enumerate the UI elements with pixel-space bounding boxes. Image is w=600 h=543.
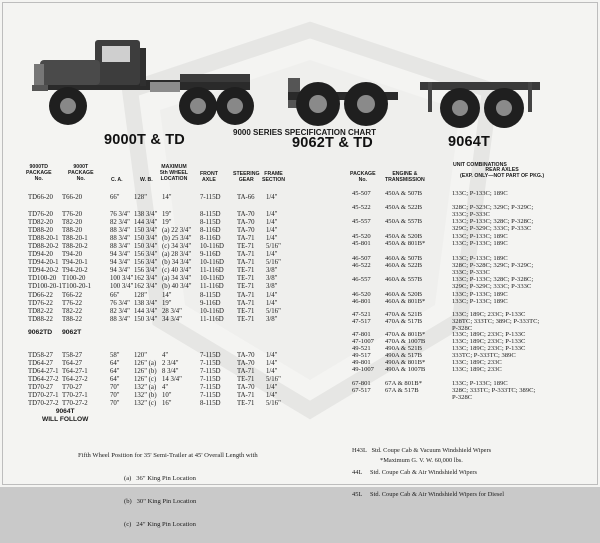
right-cell-engine-transmission: 460A & 557B [385,276,423,283]
left-cell-package-td: TD76-20 [28,211,53,218]
left-cell-package-t: T88-20-1 [62,235,88,242]
will-follow-note: 9064T WILL FOLLOW [42,408,89,423]
left-cell-steering-gear: TA-71 [237,368,255,375]
left-cell-ca: 100 3/4" [110,283,134,290]
left-cell-frame-section: 3/8" [266,316,278,323]
left-cell-front-axle: 8-116D [200,235,221,242]
left-cell-package-t: T70-27-1 [62,392,88,399]
left-cell-package-td: TD88-20 [28,227,53,234]
cab-note: 45L Std. Coupe Cab & Air Windshield Wipers for Diesel [352,491,505,499]
cab-notes [352,432,504,513]
right-cell-rear-axles: 328C; P-328C; 329C; P-329C; [452,262,534,269]
left-cell-package-td: TD64-27-1 [28,368,59,375]
left-cell-fifth-wheel: (b) 25 3/4" [162,235,192,242]
left-cell-steering-gear: TE-71 [237,275,255,282]
right-cell-package: 46-507 [352,255,371,262]
left-cell-package-t: T70-27-2 [62,400,88,407]
left-cell-steering-gear: TA-66 [237,194,255,201]
left-cell-package-t: 9062T [62,329,82,336]
right-cell-rear-axles: 133C; P-133C; 189C [452,255,508,262]
left-cell-fifth-wheel: 34 3/4" [162,316,182,323]
left-cell-front-axle: 7-115D [200,376,221,383]
left-cell-wb: 126" (c) [134,376,157,383]
right-cell-engine-transmission: 460A & 507B [385,255,423,262]
left-cell-package-td: TD88-20-1 [28,235,59,242]
left-cell-front-axle: 8-115D [200,400,221,407]
left-cell-fifth-wheel: 4" [162,384,169,391]
left-cell-frame-section: 1/4" [266,194,278,201]
left-cell-package-t: T82-20 [62,219,83,226]
left-cell-package-t: T66-20 [62,194,83,201]
left-cell-front-axle: 8-115D [200,219,221,226]
left-cell-wb: 150 3/4" [134,243,158,250]
header-front-axle: FRONT AXLE [200,171,218,184]
left-cell-wb: 128" [134,194,147,201]
left-cell-fifth-wheel: (b) 34 3/4" [162,259,192,266]
left-cell-ca: 88 3/4" [110,227,130,234]
left-cell-package-t: T100-20 [62,275,86,282]
right-cell-rear-axles: 133C; 189C; 233C; P-133C [452,331,526,338]
left-cell-package-td: TD58-27 [28,352,53,359]
left-cell-frame-section: 1/4" [266,368,278,375]
left-cell-ca: 70" [110,392,120,399]
right-cell-rear-axles: 133C; P-133C; 189C [452,233,508,240]
left-cell-wb: 128" [134,292,147,299]
left-cell-frame-section: 3/8" [266,283,278,290]
left-cell-frame-section: 1/4" [266,384,278,391]
left-cell-package-td: TD64-27-2 [28,376,59,383]
fifth-wheel-title: Fifth Wheel Position for 35' Semi-Trailer at 45' Overall Length with [78,452,258,460]
left-cell-package-t: T100-20-1 [62,283,92,290]
right-cell-package: 49-521 [352,345,371,352]
left-cell-frame-section: 1/4" [266,292,278,299]
right-cell-engine-transmission: 460A & 801B* [385,298,426,305]
left-cell-front-axle: 8-116D [200,227,221,234]
left-cell-steering-gear: TA-70 [237,219,255,226]
left-cell-ca: 94 3/4" [110,267,130,274]
left-cell-package-td: TD66-20 [28,194,53,201]
max-gvw-note: *Maximum G. V. W. 60,000 lbs. [380,457,463,464]
left-cell-frame-section: 3/8" [266,275,278,282]
left-cell-fifth-wheel: 4" [162,352,169,359]
right-cell-rear-axles: 133C; P-133C; 189C [452,190,508,197]
right-cell-engine-transmission: 470A & 801B* [385,331,426,338]
left-cell-steering-gear: TA-71 [237,235,255,242]
left-cell-wb: 144 3/4" [134,219,158,226]
left-cell-wb: 150 3/4" [134,316,158,323]
left-cell-package-td: TD88-22 [28,316,53,323]
left-cell-ca: 82 3/4" [110,308,130,315]
chassis-9062t-image [288,68,398,132]
right-cell-rear-axles: 333TC; P-333TC; 389C [452,352,516,359]
right-cell-package: 45-507 [352,190,371,197]
left-cell-wb: 144 3/4" [134,308,158,315]
left-cell-front-axle: 7-115D [200,392,221,399]
left-cell-fifth-wheel: 28 3/4" [162,308,182,315]
left-cell-front-axle: 10-116D [200,275,224,282]
left-cell-ca: 100 3/4" [110,275,134,282]
right-cell-package: 49-517 [352,352,371,359]
right-cell-engine-transmission: 470A & 1007B [385,338,426,345]
header-engine-transmission: ENGINE & TRANSMISSION [385,171,425,184]
left-cell-package-td: TD100-20 [28,275,57,282]
left-cell-front-axle: 11-116D [200,283,224,290]
left-cell-frame-section: 5/16" [266,376,281,383]
right-cell-rear-axles: 328C; 333TC; P-333TC; 389C; [452,387,536,394]
left-cell-steering-gear: TA-71 [237,292,255,299]
left-cell-wb: 156 3/4" [134,267,158,274]
caption-9062t: 9062T & TD [292,135,373,151]
left-cell-package-td: TD70-27-1 [28,392,59,399]
left-cell-package-t: T82-22 [62,308,83,315]
left-cell-frame-section: 5/16" [266,259,281,266]
header-fifth-wheel: MAXIMUM 5th WHEEL LOCATION [160,164,188,183]
left-cell-wb: 138 3/4" [134,211,158,218]
left-cell-package-t: T58-27 [62,352,83,359]
left-cell-frame-section: 1/4" [266,352,278,359]
right-cell-rear-axles: 328TC; 333TC; 389C; P-333TC; [452,318,540,325]
left-cell-package-td: TD82-20 [28,219,53,226]
header-rear-axles: REAR AXLES (EXP. ONLY—NOT PART OF PKG.) [460,167,545,180]
right-cell-rear-axles: 133C; 189C; 233C [452,359,502,366]
right-cell-rear-axles: 133C; P-133C; 189C [452,291,508,298]
left-cell-package-t: T88-20-2 [62,243,88,250]
right-cell-package: 46-557 [352,276,371,283]
right-cell-rear-axles: P-328C [452,394,473,401]
left-cell-wb: 132" (a) [134,384,157,391]
right-cell-rear-axles: 133C; 189C; 233C; P-133C [452,338,526,345]
left-cell-fifth-wheel: (b) 40 3/4" [162,283,192,290]
right-cell-rear-axles: 133C; 189C; 233C; P-133C [452,311,526,318]
right-cell-package: 67-517 [352,387,371,394]
left-cell-fifth-wheel: 19" [162,211,172,218]
left-cell-package-td: TD64-27 [28,360,53,367]
left-cell-ca: 94 3/4" [110,251,130,258]
right-cell-rear-axles: 133C; P-133C; 189C [452,380,508,387]
right-cell-package: 46-522 [352,262,371,269]
left-cell-steering-gear: TE-71 [237,267,255,274]
left-cell-package-t: T70-27 [62,384,83,391]
table-row [0,366,600,374]
left-cell-front-axle: 7-115D [200,352,221,359]
left-cell-front-axle: 7-115D [200,360,221,367]
left-cell-fifth-wheel: 10" [162,392,172,399]
right-cell-rear-axles: 329C; P-329C; 333C; P-333C [452,283,532,290]
right-cell-engine-transmission: 450A & 801B* [385,240,426,247]
left-cell-steering-gear: TA-70 [237,211,255,218]
left-cell-package-t: T64-27-1 [62,368,88,375]
right-cell-engine-transmission: 450A & 557B [385,218,423,225]
table-row [0,298,600,306]
right-cell-engine-transmission: 490A & 521B [385,345,423,352]
right-cell-engine-transmission: 490A & 517B [385,352,423,359]
left-cell-steering-gear: TE-71 [237,243,255,250]
left-cell-front-axle: 10-116D [200,308,224,315]
right-cell-rear-axles: 133C; 189C; 233C [452,366,502,373]
left-cell-wb: 126" (b) [134,368,157,375]
right-cell-rear-axles: 133C; P-133C; 328C; P-328C; [452,218,534,225]
left-cell-wb: 156 3/4" [134,259,158,266]
header-package: PACKAGE No. [350,171,376,184]
left-cell-ca: 88 3/4" [110,235,130,242]
right-cell-package: 47-517 [352,318,371,325]
left-cell-steering-gear: TE-71 [237,283,255,290]
left-cell-package-td: TD94-20-2 [28,267,59,274]
left-cell-ca: 88 3/4" [110,316,130,323]
left-cell-wb: 132" (c) [134,400,157,407]
left-cell-frame-section: 1/4" [266,251,278,258]
left-cell-package-td: TD100-20-1 [28,283,62,290]
left-cell-wb: 156 3/4" [134,251,158,258]
left-cell-fifth-wheel: 14" [162,292,172,299]
left-cell-ca: 64" [110,360,120,367]
right-cell-rear-axles: 133C; P-133C; 189C [452,240,508,247]
table-row [0,394,600,402]
right-cell-engine-transmission: 67A & 517B [385,387,419,394]
left-cell-package-td: TD70-27 [28,384,53,391]
left-cell-frame-section: 1/4" [266,235,278,242]
left-cell-steering-gear: TE-71 [237,376,255,383]
left-cell-front-axle: 10-116D [200,243,224,250]
table-row [0,240,600,248]
right-cell-engine-transmission: 470A & 517B [385,318,423,325]
right-cell-rear-axles: 133C; P-133C; 189C [452,298,508,305]
left-cell-fifth-wheel: 2 3/4" [162,360,179,367]
left-cell-wb: 150 3/4" [134,227,158,234]
chart-title: 9000 SERIES SPECIFICATION CHART [233,128,376,137]
left-cell-wb: 126" (a) [134,360,157,367]
right-cell-package: 49-1007 [352,366,374,373]
left-cell-steering-gear: TE-71 [237,308,255,315]
right-cell-package: 45-520 [352,233,371,240]
left-cell-ca: 64" [110,368,120,375]
left-cell-frame-section: 1/4" [266,219,278,226]
chassis-9064t-image [420,74,540,130]
left-cell-package-td: TD70-27-2 [28,400,59,407]
left-cell-package-t: T94-20-2 [62,267,88,274]
left-cell-frame-section: 5/16" [266,400,281,407]
right-cell-engine-transmission: 450A & 520B [385,233,423,240]
caption-9000t: 9000T & TD [104,132,185,148]
header-pkg-td: 9000TD PACKAGE No. [26,164,52,183]
left-cell-package-td: 9062TD [28,329,53,336]
left-cell-front-axle: 7-115D [200,368,221,375]
right-cell-engine-transmission: 450A & 522B [385,204,423,211]
left-cell-fifth-wheel: (c) 34 3/4" [162,243,192,250]
left-cell-steering-gear: TE-71 [237,316,255,323]
right-cell-engine-transmission: 460A & 520B [385,291,423,298]
left-cell-steering-gear: TA-71 [237,392,255,399]
left-cell-package-t: T94-20 [62,251,83,258]
fifth-wheel-item: (b) 30" King Pin Location [124,497,197,505]
left-cell-front-axle: 7-115D [200,384,221,391]
fifth-wheel-item: (c) 24" King Pin Location [124,520,196,528]
table-row [0,283,600,291]
left-cell-wb: 120" [134,352,147,359]
left-cell-package-td: TD82-22 [28,308,53,315]
right-cell-package: 67-801 [352,380,371,387]
left-cell-wb: 138 3/4" [134,300,158,307]
left-cell-frame-section: 5/16" [266,243,281,250]
left-cell-frame-section: 5/16" [266,308,281,315]
left-cell-frame-section: 1/4" [266,300,278,307]
left-cell-package-t: T94-20-1 [62,259,88,266]
right-cell-rear-axles: 133C; P-133C; 328C; P-328C; [452,276,534,283]
left-cell-package-td: TD94-20-1 [28,259,59,266]
right-cell-rear-axles: 328C; P-323C; 329C; P-329C; [452,204,534,211]
right-cell-engine-transmission: 470A & 521B [385,311,423,318]
left-cell-steering-gear: TA-71 [237,259,255,266]
tractor-9000t-image [30,30,260,130]
left-cell-ca: 82 3/4" [110,219,130,226]
header-frame-section: FRAME SECTION [262,171,286,184]
left-cell-frame-section: 1/4" [266,392,278,399]
left-cell-fifth-wheel: 8 3/4" [162,368,179,375]
left-cell-wb: 162 3/4" [134,275,158,282]
fifth-wheel-note [78,437,258,543]
left-cell-package-td: TD76-22 [28,300,53,307]
left-cell-package-t: T88-20 [62,227,83,234]
right-cell-engine-transmission: 450A & 507B [385,190,423,197]
right-cell-engine-transmission: 67A & 801B* [385,380,423,387]
caption-9064t: 9064T [448,134,491,150]
left-cell-fifth-wheel: (a) 34 3/4" [162,275,192,282]
right-cell-rear-axles: 333C; P-333C [452,211,490,218]
left-cell-steering-gear: TA-70 [237,384,255,391]
left-cell-ca: 64" [110,376,120,383]
right-cell-package: 47-521 [352,311,371,318]
right-cell-engine-transmission: 490A & 801B* [385,359,426,366]
left-cell-package-td: TD88-20-2 [28,243,59,250]
left-cell-steering-gear: TA-70 [237,360,255,367]
left-cell-steering-gear: TA-70 [237,352,255,359]
left-cell-package-t: T64-27 [62,360,83,367]
left-cell-fifth-wheel: 14" [162,194,172,201]
fifth-wheel-item: (a) 36" King Pin Location [124,474,196,482]
left-cell-steering-gear: TA-71 [237,251,255,258]
left-cell-wb: 150 3/4" [134,235,158,242]
left-cell-front-axle: 9-116D [200,251,221,258]
right-cell-package: 45-801 [352,240,371,247]
header-unit-combinations: UNIT COMBINATIONS [453,162,507,168]
right-cell-rear-axles: 133C; 189C; 233C; P-133C [452,345,526,352]
left-cell-front-axle: 11-116D [200,267,224,274]
left-cell-ca: 76 3/4" [110,300,130,307]
left-cell-ca: 88 3/4" [110,243,130,250]
right-cell-package: 47-1007 [352,338,374,345]
table-row [0,225,600,233]
left-cell-frame-section: 1/4" [266,227,278,234]
right-cell-engine-transmission: 460A & 522B [385,262,423,269]
right-cell-rear-axles: 329C; P-329C; 333C; P-333C [452,225,532,232]
right-cell-package: 45-522 [352,204,371,211]
left-cell-ca: 66" [110,194,120,201]
left-cell-fifth-wheel: 19" [162,300,172,307]
right-cell-package: 47-801 [352,331,371,338]
left-cell-front-axle: 8-115D [200,211,221,218]
left-cell-steering-gear: TE-71 [237,400,255,407]
left-cell-ca: 70" [110,400,120,407]
left-cell-front-axle: 9-116D [200,300,221,307]
right-cell-package: 49-801 [352,359,371,366]
left-cell-fifth-wheel: (c) 40 3/4" [162,267,192,274]
right-cell-rear-axles: P-328C [452,325,473,332]
left-cell-package-td: TD94-20 [28,251,53,258]
right-cell-package: 46-801 [352,298,371,305]
left-cell-steering-gear: TA-71 [237,300,255,307]
cab-note: H43L Std. Coupe Cab & Vacuum Windshield Wipers [352,446,492,454]
header-pkg-t: 9000T PACKAGE No. [68,164,94,183]
left-cell-ca: 70" [110,384,120,391]
left-cell-front-axle: 10-116D [200,259,224,266]
left-cell-wb: 132" (b) [134,392,157,399]
left-cell-package-t: T64-27-2 [62,376,88,383]
left-cell-front-axle: 11-116D [200,316,224,323]
left-cell-package-td: TD66-22 [28,292,53,299]
left-cell-ca: 94 3/4" [110,259,130,266]
left-cell-fifth-wheel: 14 3/4" [162,376,182,383]
left-cell-fifth-wheel: (a) 22 3/4" [162,227,192,234]
left-cell-front-axle: 7-115D [200,194,221,201]
left-cell-frame-section: 1/4" [266,360,278,367]
cab-note: 44L Std. Coupe Cab & Air Windshield Wipers [352,469,478,477]
left-cell-fifth-wheel: 19" [162,219,172,226]
left-cell-fifth-wheel: 16" [162,400,172,407]
left-cell-frame-section: 3/8" [266,267,278,274]
right-cell-package: 45-557 [352,218,371,225]
header-steering-gear: STEERING GEAR [233,171,260,184]
left-cell-fifth-wheel: (a) 28 3/4" [162,251,192,258]
left-cell-package-t: T88-22 [62,316,83,323]
left-cell-package-t: T76-20 [62,211,83,218]
right-cell-engine-transmission: 490A & 1007B [385,366,426,373]
header-ca: C. A. [111,177,123,183]
left-cell-frame-section: 1/4" [266,211,278,218]
table-row [0,190,600,198]
left-cell-steering-gear: TA-70 [237,227,255,234]
left-cell-front-axle: 8-115D [200,292,221,299]
left-cell-package-t: T76-22 [62,300,83,307]
left-cell-ca: 76 3/4" [110,211,130,218]
left-cell-wb: 162 3/4" [134,283,158,290]
header-wb: W. B. [140,177,153,183]
left-cell-package-t: T66-22 [62,292,83,299]
left-cell-ca: 58" [110,352,120,359]
right-cell-rear-axles: 333C; P-333C [452,269,490,276]
right-cell-package: 46-520 [352,291,371,298]
left-cell-ca: 66" [110,292,120,299]
